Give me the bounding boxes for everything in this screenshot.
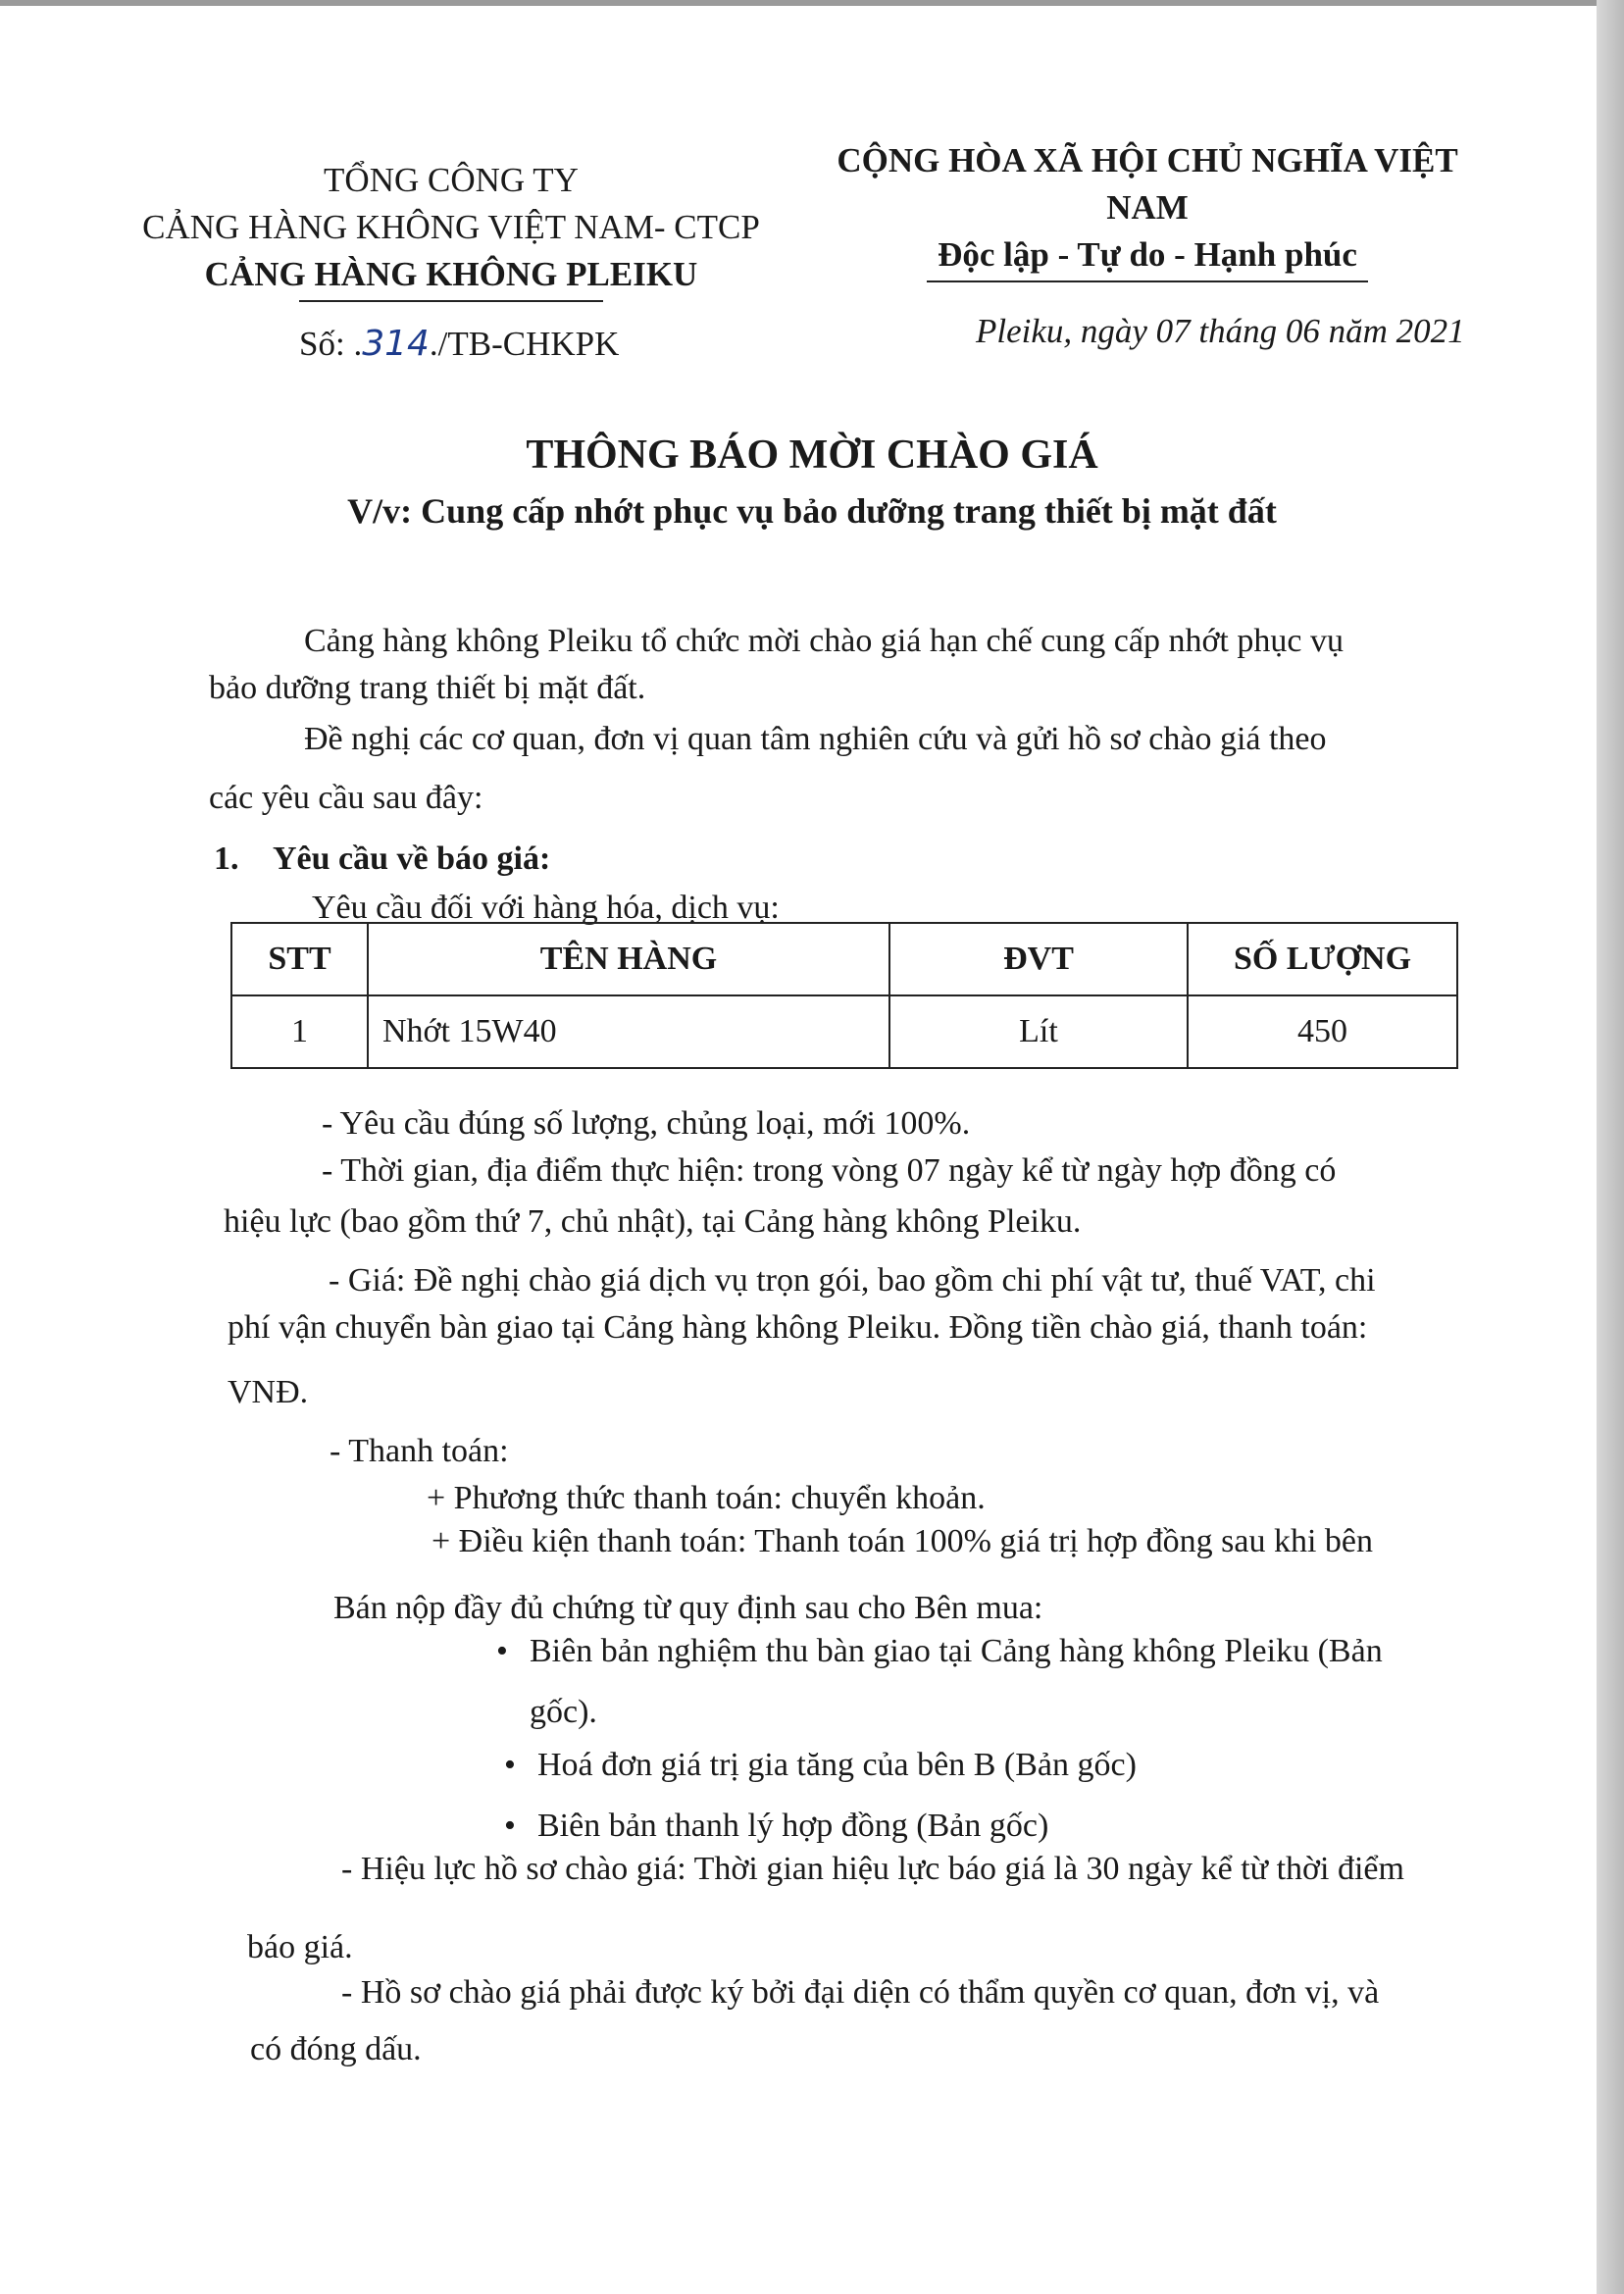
document-title: THÔNG BÁO MỜI CHÀO GIÁ [526, 433, 1098, 478]
req-3-line1: - Giá: Đề nghị chào giá dịch vụ trọn gói, bao gồm chi phí vật tư, thuế VAT, chi [329, 1262, 1376, 1299]
req-4a: + Phương thức thanh toán: chuyển khoản. [427, 1480, 986, 1516]
issuer-line-2: CẢNG HÀNG KHÔNG VIỆT NAM- CTCP [142, 208, 760, 246]
goods-table [230, 922, 1458, 1069]
intro-p2-line2: các yêu cầu sau đây: [209, 780, 483, 816]
bullet-3: • Biên bản thanh lý hợp đồng (Bản gốc) [537, 1803, 1048, 1850]
cell-qty: 450 [1188, 995, 1457, 1068]
col-header-unit: ĐVT [889, 923, 1188, 995]
document-date: Pleiku, ngày 07 tháng 06 năm 2021 [976, 312, 1465, 350]
cell-stt: 1 [231, 995, 368, 1068]
intro-p1-line2: bảo dưỡng trang thiết bị mặt đất. [209, 670, 646, 706]
section-1-title: Yêu cầu về báo giá: [273, 841, 551, 877]
table-row [231, 995, 1457, 1068]
scan-top-edge [0, 0, 1624, 6]
national-title: CỘNG HÒA XÃ HỘI CHỦ NGHĨA VIỆT NAM [837, 141, 1458, 227]
req-4b-line2: Bán nộp đầy đủ chứng từ quy định sau cho Bên mua: [333, 1590, 1043, 1626]
doc-number-prefix: Số: . [299, 325, 363, 363]
intro-p1-line1: Cảng hàng không Pleiku tổ chức mời chào giá hạn chế cung cấp nhớt phục vụ [304, 623, 1344, 659]
issuer-underline [299, 300, 603, 302]
req-3-line3: VNĐ. [228, 1374, 309, 1410]
req-6-line1: - Hồ sơ chào giá phải được ký bởi đại diện có thẩm quyền cơ quan, đơn vị, và [341, 1974, 1380, 2011]
document-number [299, 324, 619, 364]
section-1-number: 1. [214, 841, 239, 877]
cell-name: Nhớt 15W40 [368, 995, 889, 1068]
req-2-line2: hiệu lực (bao gồm thứ 7, chủ nhật), tại Cảng hàng không Pleiku. [224, 1203, 1082, 1240]
bullet-1-line2: gốc). [530, 1694, 597, 1730]
req-4b-line1: + Điều kiện thanh toán: Thanh toán 100% giá trị hợp đồng sau khi bên [431, 1523, 1374, 1559]
issuer-line-3: CẢNG HÀNG KHÔNG PLEIKU [204, 255, 698, 293]
req-2-line1: - Thời gian, địa điểm thực hiện: trong vòng 07 ngày kể từ ngày hợp đồng có [322, 1152, 1337, 1189]
bullet-2: • Hoá đơn giá trị gia tăng của bên B (Bản gốc) [537, 1742, 1137, 1789]
req-3-line2: phí vận chuyển bàn giao tại Cảng hàng không Pleiku. Đồng tiền chào giá, thanh toán: [228, 1309, 1368, 1346]
issuer-line-1: TỔNG CÔNG TY [324, 161, 579, 199]
intro-p2-line1: Đề nghị các cơ quan, đơn vị quan tâm nghiên cứu và gửi hồ sơ chào giá theo [304, 721, 1327, 757]
req-6-line2: có đóng dấu. [250, 2031, 422, 2067]
motto-underline [927, 280, 1368, 282]
section-1-heading [214, 836, 550, 883]
req-5-line2: báo giá. [247, 1929, 353, 1965]
col-header-stt: STT [231, 923, 368, 995]
cell-unit: Lít [889, 995, 1188, 1068]
col-header-name: TÊN HÀNG [368, 923, 889, 995]
scan-right-edge [1597, 0, 1624, 2294]
document-subject: V/v: Cung cấp nhớt phục vụ bảo dưỡng trang thiết bị mặt đất [347, 491, 1277, 531]
req-1: - Yêu cầu đúng số lượng, chủng loại, mới 100%. [322, 1105, 971, 1142]
table-header-row [231, 923, 1457, 995]
col-header-qty: SỐ LƯỢNG [1188, 923, 1457, 995]
req-4: - Thanh toán: [330, 1433, 509, 1469]
issuer-block [127, 157, 775, 302]
req-5-line1: - Hiệu lực hồ sơ chào giá: Thời gian hiệu lực báo giá là 30 ngày kể từ thời điểm [341, 1851, 1404, 1887]
bullet-1-line1: • Biên bản nghiệm thu bàn giao tại Cảng hàng không Pleiku (Bản [530, 1628, 1383, 1675]
national-motto: Độc lập - Tự do - Hạnh phúc [938, 235, 1357, 274]
doc-number-handwritten: 314 [362, 324, 430, 364]
national-motto-block [804, 137, 1491, 282]
doc-number-suffix: ./TB-CHKPK [429, 325, 620, 363]
table-intro: Yêu cầu đối với hàng hóa, dịch vụ: [312, 890, 780, 926]
